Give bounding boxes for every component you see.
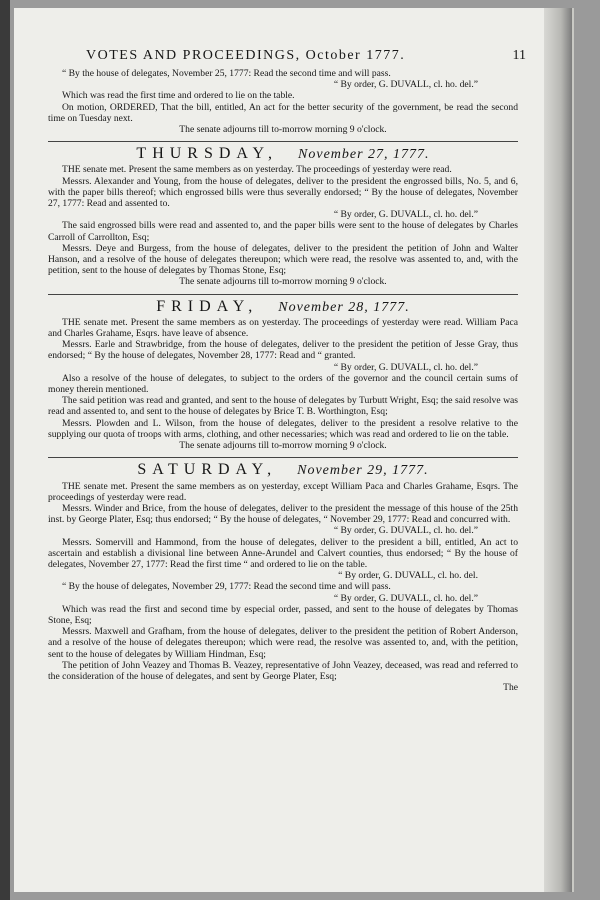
day-heading-saturday (48, 461, 518, 479)
section-rule (48, 141, 518, 142)
adjournment-line: The senate adjourns till to-morrow morning 9 o'clock. (179, 440, 387, 452)
paragraph: Messrs. Plowden and L. Wilson, from the house of delegates, deliver to the president a resolve relative to the supplying our quota of troops with arms, clothing, and other necessaries; which was read and ordered to lie on the table. (48, 417, 518, 440)
day-heading-thursday (48, 145, 518, 163)
day-date: November 28, 1777. (278, 299, 410, 315)
section-rule (48, 294, 518, 295)
paragraph: Messrs. Earle and Strawbridge, from the house of delegates, deliver to the president the petition of Jesse Gray, thus endorsed; “ By the house of delegates, November 28, 1777: Read and “ granted. (48, 339, 518, 362)
paragraph: THE senate met. Present the same members as on yesterday, except William Paca and Charles Grahame, Esqrs. The proceedings of yesterday were read. (48, 480, 518, 503)
day-name: FRIDAY, (156, 297, 259, 315)
signature-line: “ By order, G. DUVALL, cl. ho. del.” (333, 361, 478, 373)
adjournment-line: The senate adjourns till to-morrow morning 9 o'clock. (179, 124, 387, 136)
day-name: THURSDAY, (136, 145, 279, 163)
signature-line: “ By order, G. DUVALL, cl. ho. del.” (333, 79, 478, 91)
page-edge (544, 8, 572, 892)
signature-line: “ By order, G. DUVALL, cl. ho. del.” (333, 209, 478, 221)
page-title: VOTES AND PROCEEDINGS, October 1777. (86, 48, 406, 63)
signature-line: “ By order, G. DUVALL, cl. ho. del.” (333, 525, 478, 537)
adjournment-line: The senate adjourns till to-morrow morning 9 o'clock. (179, 276, 387, 288)
paragraph: Messrs. Alexander and Young, from the house of delegates, deliver to the president the engrossed bills, No. 5, and 6, with the paper bills thereof; which engrossed bills were thus severally endorsed; “ By the house of delegates, November 27, 1777: Read and assented to. (48, 175, 518, 210)
signature-line: “ By order, G. DUVALL, cl. ho. del. (338, 570, 478, 582)
endorsement-line: “ By the house of delegates, November 25, 1777: Read the second time and will pass. (62, 68, 391, 79)
paragraph: Messrs. Somervill and Hammond, from the house of delegates, deliver to the president a bill, entitled, An act to ascertain and establish a divisional line between Anne-Arundel and Calvert counties, thus endorsed; “ By the house of delegates, November 27, 1777: Read the first time “ and ordered to lie on the table. (48, 536, 518, 570)
paragraph: On motion, ORDERED, That the bill, entitled, An act for the better security of the government, be read the second time on Tuesday next. (48, 101, 518, 124)
catchword: The (503, 682, 518, 694)
paragraph: THE senate met. Present the same members as on yesterday. The proceedings of yesterday were read. (62, 164, 452, 176)
paragraph: Messrs. Winder and Brice, from the house of delegates, deliver to the president the message of this house of the 25th inst. by George Plater, Esq; thus endorsed; “ By the house of delegates, “ November 29, 1777: Read and concurred with. (48, 502, 518, 526)
running-head (86, 48, 526, 64)
paragraph: Messrs. Maxwell and Grafham, from the house of delegates, deliver to the president the petition of Robert Anderson, and a resolve of the house of delegates thereupon; which were read, the resolve was assented to, and, with the petition, sent to the house of delegates by William Hindman, Esq; (48, 626, 518, 660)
paragraph: THE senate met. Present the same members as on yesterday. The proceedings of yesterday were read. William Paca and Charles Grahame, Esqrs. have leave of absence. (48, 316, 518, 340)
endorsement-line: “ By the house of delegates, November 29, 1777: Read the second time and will pass. (62, 581, 391, 593)
paragraph: Messrs. Deye and Burgess, from the house of delegates, deliver to the president the petition of John and Walter Hanson, and a resolve of the house of delegates thereupon; which were read, the resolve was assented to, and, with the petition, sent to the house of delegates by Thomas Stone, Esq; (48, 242, 518, 277)
day-date: November 29, 1777. (297, 463, 429, 479)
paragraph: Which was read the first time and ordered to lie on the table. (62, 90, 295, 102)
signature-line: “ By order, G. DUVALL, cl. ho. del.” (333, 592, 478, 604)
paragraph: The said engrossed bills were read and assented to, and the paper bills were sent to the house of delegates by Charles Carroll of Carrollton, Esq; (48, 220, 518, 243)
day-heading-friday (48, 297, 518, 315)
day-name: SATURDAY, (137, 461, 278, 479)
paragraph: Which was read the first and second time by especial order, passed, and sent to the house of delegates by Thomas Stone, Esq; (48, 603, 518, 626)
document-body (48, 68, 518, 693)
paragraph: The said petition was read and granted, and sent to the house of delegates by Turbutt Wright, Esq; the said resolve was read and assented to, and sent to the house of delegates by Brice T. B. Worthington, Esq; (48, 395, 518, 418)
page-number: 11 (512, 48, 526, 63)
paragraph: The petition of John Veazey and Thomas B. Veazey, representative of John Veazey, deceased, was read and referred to the consideration of the house of delegates, and sent by George Plater, Esq; (48, 659, 518, 682)
section-rule (48, 457, 518, 458)
day-date: November 27, 1777. (298, 147, 430, 163)
paragraph: Also a resolve of the house of delegates, to subject to the orders of the governor and the council certain sums of money therein mentioned. (48, 372, 518, 396)
page-gutter-shadow (0, 0, 10, 900)
